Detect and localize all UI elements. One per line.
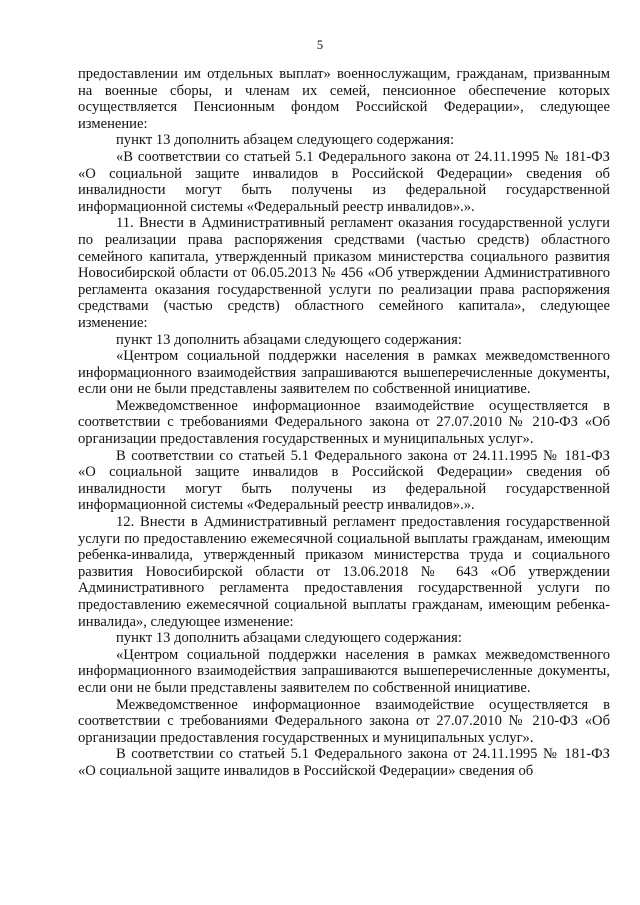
paragraph-interdepartmental-interaction: Межведомственное информационное взаимодействие осуществляется в соответствии с требованиями Федерального закона от 27.07.2010 № 210-ФЗ «Об организации предоставления государственных и муниципальных услуг». bbox=[78, 696, 610, 746]
paragraph-disability-registry-clause: В соответствии со статьей 5.1 Федерального закона от 24.11.1995 № 181-ФЗ «О социальной защите инвалидов в Российской Федерации» сведения об инвалидности могут быть получены из федеральной государственной информационной системы «Федеральный реестр инвалидов».». bbox=[78, 447, 610, 514]
paragraph-disability-registry-clause: «В соответствии со статьей 5.1 Федерального закона от 24.11.1995 № 181-ФЗ «О социальной защите инвалидов в Российской Федерации» сведения об инвалидности могут быть получены из федеральной государственной информационной системы «Федеральный реестр инвалидов».». bbox=[78, 148, 610, 215]
page-number: 5 bbox=[316, 38, 324, 52]
paragraph-point13-additions: пункт 13 дополнить абзацами следующего содержания: bbox=[116, 331, 462, 348]
paragraph-intro-continuation: предоставлении им отдельных выплат» военнослужащим, гражданам, призванным на военные сборы, и членам их семей, пенсионное обеспечение которых осуществляется Пенсионным фондом Российской Федерации», следующее изменение: bbox=[78, 66, 610, 132]
paragraph-social-support-center: «Центром социальной поддержки населения в рамках межведомственного информационного взаимодействия запрашиваются вышеперечисленные документы, если они не были представлены заявителем по собственной инициативе. bbox=[78, 646, 610, 696]
paragraph-point13-addition: пункт 13 дополнить абзацем следующего содержания: bbox=[116, 132, 455, 149]
document-body bbox=[78, 66, 610, 780]
paragraph-point13-additions: пункт 13 дополнить абзацами следующего содержания: bbox=[116, 630, 462, 647]
paragraph-disability-registry-clause-partial: В соответствии со статьей 5.1 Федерального закона от 24.11.1995 № 181-ФЗ «О социальной защите инвалидов в Российской Федерации» сведения об bbox=[78, 746, 610, 779]
paragraph-social-support-center: «Центром социальной поддержки населения в рамках межведомственного информационного взаимодействия запрашиваются вышеперечисленные документы, если они не были представлены заявителем по собственной инициативе. bbox=[78, 348, 610, 398]
paragraph-item-11: 11. Внести в Административный регламент оказания государственной услуги по реализации права распоряжения средствами (частью средств) областного семейного капитала, утвержденный приказом министерства социального развития Новосибирской области от 06.05.2013 № 456 «Об утверждении Административного регламента оказания государственной услуги по реализации права распоряжения средствами (частью средств) областного семейного капитала», следующее изменение: bbox=[78, 215, 610, 331]
paragraph-interdepartmental-interaction: Межведомственное информационное взаимодействие осуществляется в соответствии с требованиями Федерального закона от 27.07.2010 № 210-ФЗ «Об организации предоставления государственных и муниципальных услуг». bbox=[78, 397, 610, 448]
paragraph-item-12: 12. Внести в Административный регламент предоставления государственной услуги по предоставлению ежемесячной социальной выплаты гражданам, имеющим ребенка-инвалида, утвержденный приказом министерства труда и социального развития Новосибирской области от 13.06.2018 № 643 «Об утверждении Административного регламента предоставления государственной услуги по предоставлению ежемесячной социальной выплаты гражданам, имеющим ребенка-инвалида», следующее изменение: bbox=[78, 514, 610, 630]
